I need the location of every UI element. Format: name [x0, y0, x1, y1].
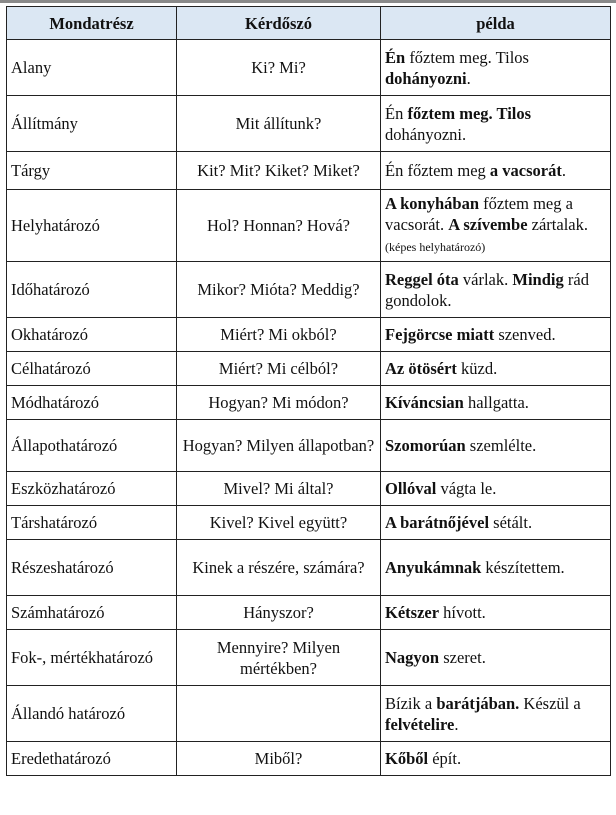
sentence-part-cell: Részeshatározó	[7, 540, 177, 596]
example-text: Én főztem meg	[385, 161, 490, 180]
table-row	[7, 420, 611, 472]
example-text: zártalak.	[527, 215, 588, 234]
example-emphasis: barátjában.	[436, 693, 520, 713]
table-row	[7, 352, 611, 386]
table-row	[7, 742, 611, 776]
sentence-part-cell: Állítmány	[7, 96, 177, 152]
example-emphasis: a vacsorát	[489, 161, 562, 180]
example-text: dohányozni.	[385, 124, 467, 144]
table-row	[7, 506, 611, 540]
example-cell	[381, 352, 611, 386]
example-text: küzd.	[456, 359, 498, 378]
sentence-part-cell: Eszközhatározó	[7, 472, 177, 506]
example-emphasis: Reggel óta	[385, 269, 459, 289]
sentence-part-cell: Társhatározó	[7, 506, 177, 540]
table-body	[7, 40, 611, 776]
sentence-part-cell: Időhatározó	[7, 262, 177, 318]
example-text: szenved.	[494, 325, 556, 344]
example-cell	[381, 40, 611, 96]
example-emphasis: Én	[385, 47, 406, 67]
table-row	[7, 540, 611, 596]
example-cell	[381, 190, 611, 262]
question-word-cell: Kit? Mit? Kiket? Miket?	[177, 152, 381, 190]
question-word-cell: Hogyan? Milyen állapotban?	[177, 420, 381, 472]
question-word-cell: Hol? Honnan? Hová?	[177, 190, 381, 262]
sentence-part-cell: Alany	[7, 40, 177, 96]
sentence-part-cell: Módhatározó	[7, 386, 177, 420]
example-emphasis: Anyukámnak	[385, 558, 482, 577]
example-cell	[381, 386, 611, 420]
question-word-cell: Kivel? Kivel együtt?	[177, 506, 381, 540]
question-word-cell: Miből?	[177, 742, 381, 776]
top-border	[0, 0, 616, 3]
question-word-cell: Hányszor?	[177, 596, 381, 630]
sentence-part-cell: Helyhatározó	[7, 190, 177, 262]
example-cell	[381, 262, 611, 318]
example-cell	[381, 318, 611, 352]
question-word-cell: Mikor? Mióta? Meddig?	[177, 262, 381, 318]
table-row	[7, 686, 611, 742]
example-text: sétált.	[489, 513, 533, 532]
table-row	[7, 472, 611, 506]
example-emphasis: Kőből	[385, 749, 429, 768]
example-emphasis: Nagyon	[385, 648, 440, 667]
example-cell	[381, 630, 611, 686]
example-emphasis: A szívembe	[448, 215, 528, 234]
example-emphasis: A barátnőjével	[385, 513, 490, 532]
example-cell	[381, 596, 611, 630]
example-emphasis: dohányozni	[385, 68, 467, 88]
sentence-parts-table	[6, 6, 611, 776]
table-row	[7, 386, 611, 420]
example-cell	[381, 420, 611, 472]
example-text: Én	[385, 103, 408, 123]
sentence-part-cell: Eredethatározó	[7, 742, 177, 776]
example-cell	[381, 472, 611, 506]
example-emphasis: főztem meg. Tilos	[407, 103, 532, 123]
example-text: rád gondolok.	[385, 269, 589, 310]
question-word-cell: Mennyire? Milyen mértékben?	[177, 630, 381, 686]
example-text: vágta le.	[436, 479, 497, 498]
example-text: .	[561, 161, 566, 180]
sentence-part-cell: Célhatározó	[7, 352, 177, 386]
example-cell	[381, 686, 611, 742]
example-emphasis: Szomorúan	[385, 436, 466, 455]
example-emphasis: Mindig	[512, 269, 564, 289]
example-cell	[381, 506, 611, 540]
example-cell	[381, 152, 611, 190]
sentence-part-cell: Számhatározó	[7, 596, 177, 630]
table-row	[7, 152, 611, 190]
example-text: hívott.	[439, 603, 486, 622]
example-text: .	[466, 68, 471, 88]
example-emphasis: Kíváncsian	[385, 393, 464, 412]
example-text: készítettem.	[481, 558, 565, 577]
example-emphasis: Ollóval	[385, 479, 437, 498]
example-cell	[381, 742, 611, 776]
header-sentence-part: Mondatrész	[7, 7, 177, 40]
example-text: szeret.	[439, 648, 486, 667]
sentence-part-cell: Fok-, mértékhatározó	[7, 630, 177, 686]
sentence-part-cell: Állandó határozó	[7, 686, 177, 742]
example-text: (képes helyhatározó)	[385, 240, 486, 254]
question-word-cell: Mivel? Mi által?	[177, 472, 381, 506]
example-emphasis: felvételire	[385, 714, 455, 734]
question-word-cell: Miért? Mi okból?	[177, 318, 381, 352]
example-cell	[381, 96, 611, 152]
question-word-cell: Miért? Mi célból?	[177, 352, 381, 386]
table-row	[7, 40, 611, 96]
sentence-part-cell: Tárgy	[7, 152, 177, 190]
table-row	[7, 630, 611, 686]
question-word-cell: Ki? Mi?	[177, 40, 381, 96]
header-row	[7, 7, 611, 40]
example-text: épít.	[428, 749, 462, 768]
example-text: .	[454, 714, 459, 734]
example-text: hallgatta.	[463, 393, 529, 412]
table-row	[7, 596, 611, 630]
table-row	[7, 96, 611, 152]
example-text: főztem meg. Tilos	[405, 47, 529, 67]
example-text: szemlélte.	[465, 436, 537, 455]
sentence-part-cell: Okhatározó	[7, 318, 177, 352]
question-word-cell: Mit állítunk?	[177, 96, 381, 152]
example-emphasis: A konyhában	[385, 194, 480, 213]
example-text: várlak.	[458, 269, 513, 289]
question-word-cell	[177, 686, 381, 742]
question-word-cell: Hogyan? Mi módon?	[177, 386, 381, 420]
example-emphasis: Kétszer	[385, 603, 440, 622]
example-text: Készül a	[519, 693, 581, 713]
example-cell	[381, 540, 611, 596]
example-text: Bízik a	[385, 693, 437, 713]
header-example: példa	[381, 7, 611, 40]
question-word-cell: Kinek a részére, számára?	[177, 540, 381, 596]
header-question-word: Kérdőszó	[177, 7, 381, 40]
example-text: főztem meg a vacsorát.	[385, 194, 573, 234]
table-row	[7, 190, 611, 262]
sentence-part-cell: Állapothatározó	[7, 420, 177, 472]
example-emphasis: Az ötösért	[385, 359, 457, 378]
table-row	[7, 318, 611, 352]
example-emphasis: Fejgörcse miatt	[385, 325, 495, 344]
table-row	[7, 262, 611, 318]
